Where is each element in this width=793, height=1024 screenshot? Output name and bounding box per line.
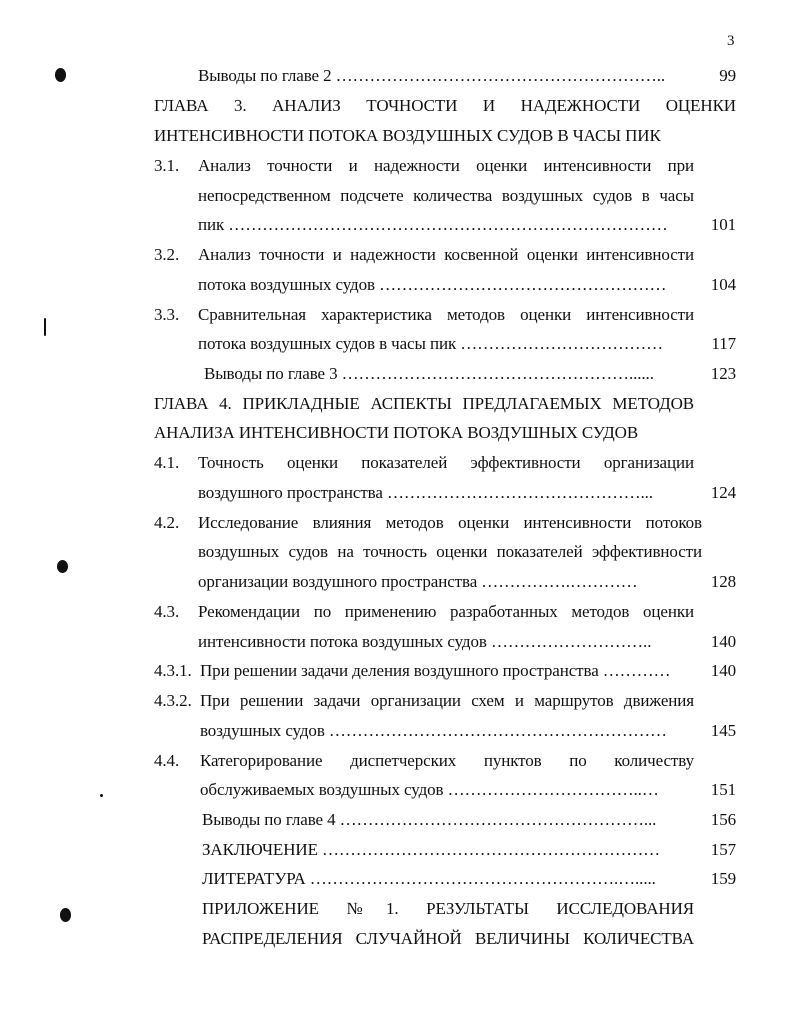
page-ref: 140 xyxy=(710,661,736,680)
page-ref: 101 xyxy=(710,215,736,234)
toc-entry-4-1-cont: воздушного пространства ………………………………………... xyxy=(198,483,653,502)
toc-appendix-1-cont: РАСПРЕДЕЛЕНИЯ СЛУЧАЙНОЙ ВЕЛИЧИНЫ КОЛИЧЕСТВА xyxy=(202,929,694,948)
chapter-3-title: ГЛАВА 3. АНАЛИЗ ТОЧНОСТИ И НАДЕЖНОСТИ ОЦЕНКИ xyxy=(154,96,736,115)
section-number: 4.1. xyxy=(154,453,180,472)
page-ref: 117 xyxy=(711,334,736,353)
page-ref: 128 xyxy=(710,572,736,591)
section-number: 4.3. xyxy=(154,602,180,621)
toc-conclusion: ЗАКЛЮЧЕНИЕ …………………………………………………… xyxy=(202,840,661,859)
toc-entry-4-3-cont: интенсивности потока воздушных судов ……………………….. xyxy=(198,632,652,651)
page-ref: 145 xyxy=(710,721,736,740)
toc-entry-3-2: Анализ точности и надежности косвенной оценки интенсивности xyxy=(198,245,694,264)
toc-references: ЛИТЕРАТУРА ……………………………………………….…..... xyxy=(202,869,656,888)
toc-conclusions-ch4: Выводы по главе 4 ………………………………………………... xyxy=(202,810,657,829)
section-number: 4.2. xyxy=(154,513,180,532)
toc-entry-4-3-2: При решении задачи организации схем и маршрутов движения xyxy=(200,691,694,710)
toc-entry-4-4: Категорирование диспетчерских пунктов по количеству xyxy=(200,751,694,770)
scan-blot xyxy=(60,908,71,922)
toc-entry-4-2-cont: воздушных судов на точность оценки показателей эффективности xyxy=(198,542,702,561)
page-ref: 156 xyxy=(710,810,736,829)
page-ref: 140 xyxy=(710,632,736,651)
page-ref: 104 xyxy=(710,275,736,294)
section-number: 4.4. xyxy=(154,751,180,770)
scan-speck xyxy=(100,794,103,797)
toc-entry-4-1: Точность оценки показателей эффективности организации xyxy=(198,453,694,472)
page-ref: 151 xyxy=(710,780,736,799)
toc-entry-4-4-cont: обслуживаемых воздушных судов ……………………………..… xyxy=(200,780,659,799)
toc-entry-4-3-1: При решении задачи деления воздушного пространства ………… xyxy=(200,661,671,680)
scan-mark xyxy=(44,318,46,336)
section-number: 3.3. xyxy=(154,305,180,324)
chapter-4-title-cont: АНАЛИЗА ИНТЕНСИВНОСТИ ПОТОКА ВОЗДУШНЫХ СУДОВ xyxy=(154,423,639,442)
section-number: 3.1. xyxy=(154,156,180,175)
page-ref: 159 xyxy=(710,869,736,888)
page-ref: 123 xyxy=(710,364,736,383)
toc-entry-4-3-2-cont: воздушных судов …………………………………………………… xyxy=(200,721,667,740)
page-ref: 99 xyxy=(719,66,736,85)
toc-entry-3-1-end: пик …………………………………………………………………… xyxy=(198,215,668,234)
chapter-3-title-cont: ИНТЕНСИВНОСТИ ПОТОКА ВОЗДУШНЫХ СУДОВ В ЧАСЫ ПИК xyxy=(154,126,661,145)
toc-entry-3-1: Анализ точности и надежности оценки интенсивности при xyxy=(198,156,694,175)
toc-appendix-1: ПРИЛОЖЕНИЕ №1. РЕЗУЛЬТАТЫ ИССЛЕДОВАНИЯ xyxy=(202,899,694,918)
toc-entry-3-3-cont: потока воздушных судов в часы пик ……………………………… xyxy=(198,334,664,353)
page-ref: 124 xyxy=(710,483,736,502)
section-number: 4.3.2. xyxy=(154,691,192,710)
toc-entry-3-3: Сравнительная характеристика методов оценки интенсивности xyxy=(198,305,694,324)
section-number: 4.3.1. xyxy=(154,661,192,680)
chapter-4-title: ГЛАВА 4. ПРИКЛАДНЫЕ АСПЕКТЫ ПРЕДЛАГАЕМЫХ МЕТОДОВ xyxy=(154,394,694,413)
toc-conclusions-ch3: Выводы по главе 3 ……………………………………………...... xyxy=(204,364,654,383)
toc-entry-4-2-end: организации воздушного пространства …………….………… xyxy=(198,572,638,591)
toc-entry-3-2-cont: потока воздушных судов …………………………………………… xyxy=(198,275,667,294)
toc-entry-4-2: Исследование влияния методов оценки интенсивности потоков xyxy=(198,513,702,532)
toc-entry-3-1-cont: непосредственном подсчете количества воздушных судов в часы xyxy=(198,186,694,205)
scan-blot xyxy=(55,68,66,82)
section-number: 3.2. xyxy=(154,245,180,264)
toc-conclusions-ch2: Выводы по главе 2 ………………………………………………….. xyxy=(198,66,666,85)
page-number: 3 xyxy=(727,33,735,49)
scan-blot xyxy=(57,560,68,573)
toc-entry-4-3: Рекомендации по применению разработанных методов оценки xyxy=(198,602,694,621)
page-ref: 157 xyxy=(710,840,736,859)
